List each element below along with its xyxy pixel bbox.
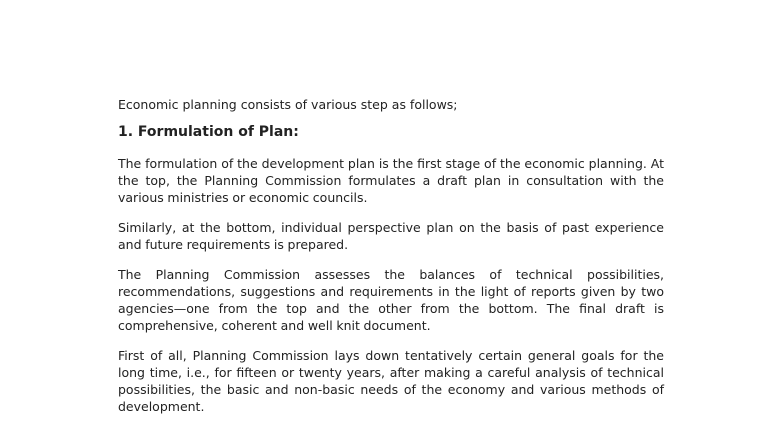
paragraph-1: The formulation of the development plan is the first stage of the economic planning. At the top, the Planning Commission formulates a draft plan in consultation with the various ministries or economic councils.	[118, 156, 664, 205]
paragraph-4: First of all, Planning Commission lays down tentatively certain general goals for the long time, i.e., for fifteen or twenty years, after making a careful analysis of technical possibilities, the basic and non-basic needs of the economy and various methods of development.	[118, 348, 664, 414]
section-heading: 1. Formulation of Plan:	[118, 124, 299, 140]
paragraph-3: The Planning Commission assesses the balances of technical possibilities, recommendations, suggestions and requirements in the light of reports given by two agencies—one from the top and the other from the bottom. The final draft is comprehensive, coherent and well knit document.	[118, 267, 664, 333]
intro-text: Economic planning consists of various step as follows;	[118, 97, 458, 112]
document-body	[118, 96, 664, 415]
paragraph-2: Similarly, at the bottom, individual perspective plan on the basis of past experience and future requirements is prepared.	[118, 220, 664, 252]
